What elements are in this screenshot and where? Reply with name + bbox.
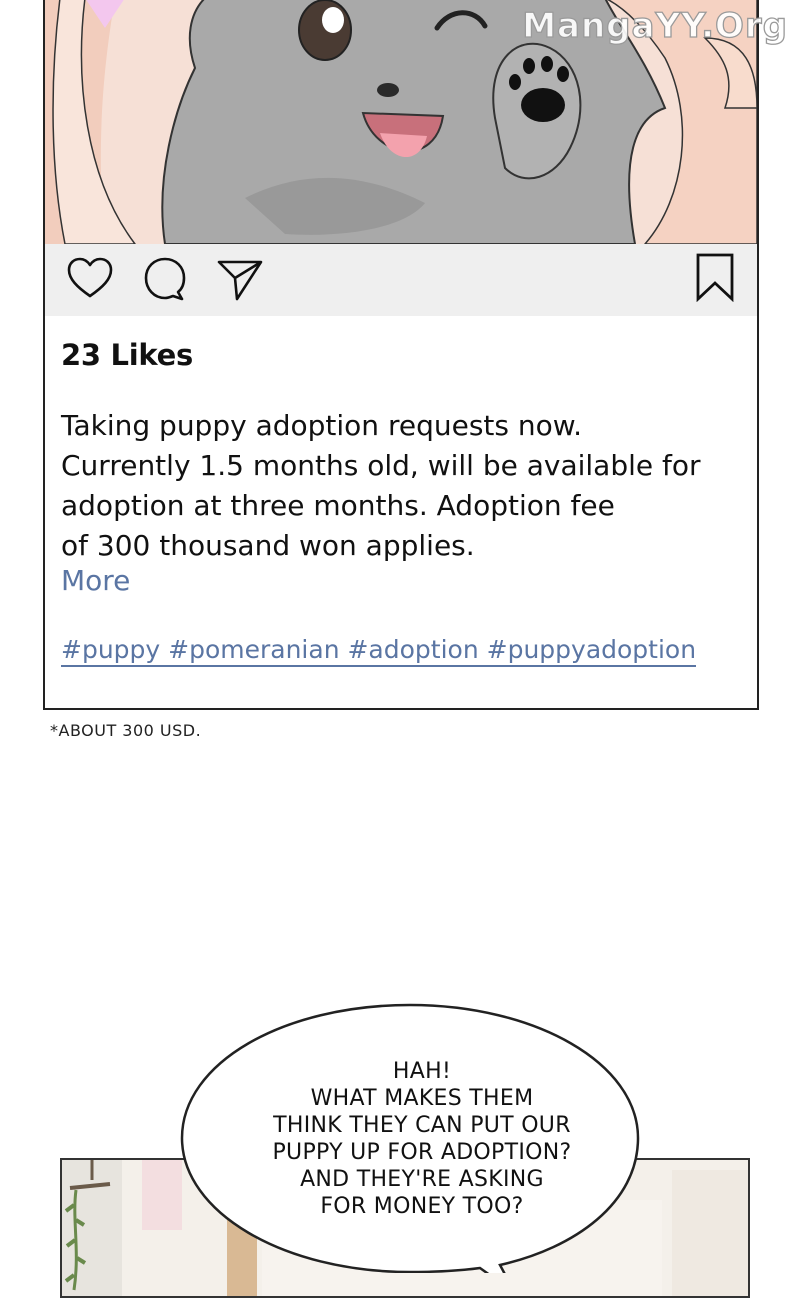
- watermark: MangaYY.Org: [522, 6, 788, 46]
- action-bar: [45, 244, 757, 316]
- heart-icon[interactable]: [65, 254, 115, 304]
- speech-line: THINK THEY CAN PUT OUR: [273, 1113, 571, 1138]
- more-link[interactable]: More: [61, 564, 131, 597]
- caption-line: Taking puppy adoption requests now.: [61, 409, 582, 442]
- hashtags-link[interactable]: #puppy #pomeranian #adoption #puppyadoption: [61, 635, 696, 667]
- speech-line: AND THEY'RE ASKING: [300, 1167, 544, 1192]
- caption-line: of 300 thousand won applies.: [61, 529, 475, 562]
- post-caption: [61, 406, 731, 566]
- bookmark-icon[interactable]: [690, 252, 740, 302]
- caption-line: adoption at three months. Adoption fee: [61, 489, 615, 522]
- comment-icon[interactable]: [140, 254, 190, 304]
- post-card: [43, 0, 759, 710]
- speech-line: PUPPY UP FOR ADOPTION?: [272, 1140, 572, 1165]
- send-icon[interactable]: [215, 254, 265, 304]
- speech-line: FOR MONEY TOO?: [320, 1194, 524, 1219]
- speech-line: WHAT MAKES THEM: [310, 1086, 534, 1111]
- likes-count: 23 Likes: [61, 338, 193, 372]
- caption-line: Currently 1.5 months old, will be available for: [61, 449, 701, 482]
- speech-text: [232, 1058, 612, 1220]
- footnote: *ABOUT 300 USD.: [50, 721, 202, 740]
- speech-line: HAH!: [392, 1059, 452, 1084]
